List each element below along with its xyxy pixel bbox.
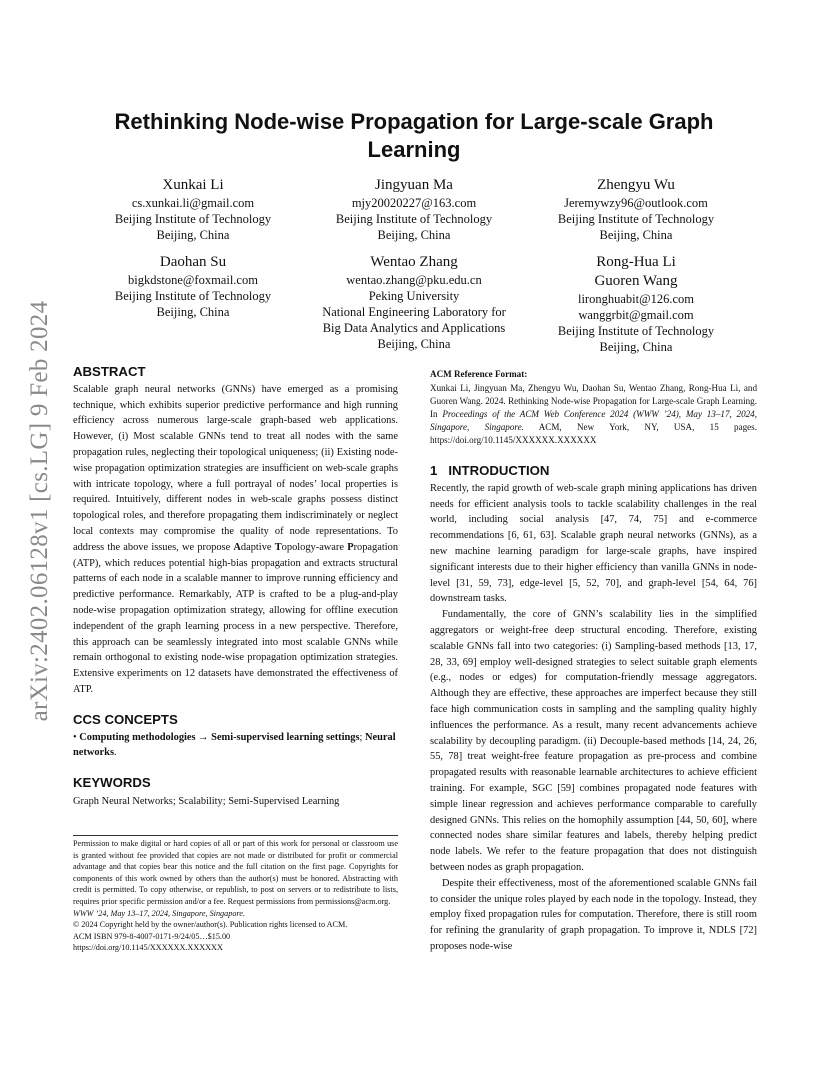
author-location: Beijing, China — [377, 228, 451, 242]
ccs-item-2: Neural networks — [73, 731, 396, 759]
section-number: 1 — [430, 463, 438, 478]
footnote-divider — [73, 835, 398, 836]
paper-title: Rethinking Node-wise Propagation for Large-scale Graph Learning — [114, 109, 714, 162]
author-affiliation-line-3: Big Data Analytics and Applications — [322, 321, 506, 335]
author-email: cs.xunkai.li@gmail.com — [131, 196, 255, 210]
doi-line: https://doi.org/10.1145/XXXXXX.XXXXXX — [73, 943, 223, 953]
ccs-end: . — [113, 747, 117, 759]
author-name: Jingyuan Ma — [375, 177, 453, 193]
author-email: bigkdstone@foxmail.com — [128, 273, 258, 287]
atp-letter-t: T — [274, 541, 282, 553]
atp-word-topology: opology-aware — [281, 541, 348, 553]
author-name: Zhengyu Wu — [597, 177, 675, 193]
author-block-1 — [78, 176, 308, 243]
author-email: mjy20020227@163.com — [351, 196, 477, 210]
right-column — [430, 368, 757, 955]
permission-text: Permission to make digital or hard copies of all or part of this work for personal or classroom use is granted without fee provided that copies are not made or distributed for profit or commercial advantage and that copies bear this notice and the full citation on the first page. Copyrights for components of this work owned by others than the author(s) must be honored. Abstracting with credit is permitted. To copy otherwise, or republish, to post on servers or to redistribute to lists, requires prior specific permission and/or a fee. Request permissions from permissions@acm.org. — [73, 839, 398, 906]
author-affiliation: Beijing Institute of Technology — [557, 212, 715, 226]
introduction-heading — [430, 463, 757, 479]
author-block-6 — [521, 253, 751, 355]
abstract-heading: ABSTRACT — [73, 364, 146, 379]
atp-word-adaptive: daptive — [240, 541, 275, 553]
section-title: INTRODUCTION — [448, 463, 550, 478]
bullet: • — [73, 731, 77, 743]
author-block-2 — [299, 176, 529, 243]
author-affiliation: Beijing Institute of Technology — [557, 324, 715, 338]
intro-paragraph-3: Despite their effectiveness, most of the aforementioned scalable GNNs fail to consider the unique roles played by each node in the topology. Instead, they employ fixed propagation rules for computation. Therefore, there is still room for refining the granularity of graph propagation. To improve it, NDLS [72] proposes node-wise — [430, 877, 757, 952]
venue-line: WWW ’24, May 13–17, 2024, Singapore, Singapore. — [73, 908, 245, 918]
author-block-5 — [299, 253, 529, 352]
author-location: Beijing, China — [377, 337, 451, 351]
ccs-item-1: Computing methodologies → Semi-supervised learning settings — [79, 731, 360, 743]
author-affiliation: Beijing Institute of Technology — [114, 212, 272, 226]
arxiv-identifier: arXiv:2402.06128v1 [cs.LG] 9 Feb 2024 — [26, 300, 53, 722]
ccs-separator: ; — [359, 731, 366, 743]
isbn-line: ACM ISBN 979-8-4007-0171-9/24/05…$15.00 — [73, 931, 231, 941]
author-location: Beijing, China — [599, 340, 673, 354]
ccs-concepts — [73, 730, 398, 762]
left-column — [73, 364, 398, 810]
ccs-heading: CCS CONCEPTS — [73, 711, 178, 727]
author-block-4 — [78, 253, 308, 320]
author-location: Beijing, China — [156, 305, 230, 319]
copyright-line: © 2024 Copyright held by the owner/author(s). Publication rights licensed to ACM. — [73, 920, 348, 930]
acm-reference-proceedings: Proceedings of the ACM Web Conference 2024 (WWW ’24), May 13–17, 2024, Singapore, Singapore. — [430, 409, 757, 432]
atp-letter-p: P — [347, 541, 354, 553]
author-name-2: Guoren Wang — [594, 273, 678, 289]
arxiv-sidebar-stamp — [10, 296, 70, 726]
abstract-text-part-1: Scalable graph neural networks (GNNs) have emerged as a promising technique, which exhibits superior predictive performance and high running efficiency across numerous large-scale graph-based web applications. However, (i) Most scalable GNNs tend to treat all nodes with the same propagation rules, neglecting their topological uniqueness; (ii) Existing node-wise propagation optimization strategies are insufficient on web-scale graphs with intricate topology, where a full portrayal of nodes’ local properties is required. Intuitively, different nodes in web-scale graphs possess distinct topological roles, and therefore propagating them indiscriminately or neglect local contexts may compromise the quality of node representations. To address the above issues, we propose — [73, 383, 398, 553]
author-name: Xunkai Li — [162, 177, 224, 193]
author-block-3 — [521, 176, 751, 243]
acm-reference-post: ACM, New York, NY, USA, 15 pages. https://doi.org/10.1145/XXXXXX.XXXXXX — [430, 422, 757, 445]
acm-reference-text — [430, 382, 757, 447]
author-email: Jeremywzy96@outlook.com — [564, 196, 708, 210]
atp-word-propagation: ropagation — [353, 541, 399, 553]
author-affiliation: Beijing Institute of Technology — [114, 289, 272, 303]
intro-paragraph-2: Fundamentally, the core of GNN’s scalability lies in the simplified aggregators or weight-free deep structural encoding. Therefore, existing scalable GNNs fall into two categories: (i) Sampling-based methods [13, 17, 28, 33, 69] employ well-designed strategies to select suitable graph elements (e.g., nodes or edges) for computation-friendly message aggregators. Although they are effective, these approaches are imperfect because they still face high communication costs in sampling and the sampling quality highly influences the performance. As a result, many recent advancements achieve scalability by decoupling paradigm. (ii) Decouple-based methods [14, 24, 26, 55, 78] treat weight-free feature propagation as pre-process and combine propagated results with reasonable learnable architectures to achieve efficient training. For example, SGC [59] combines propagated node features with simple linear regression and achieves performance comparable to carefully designed GNNs. This relies on the homophily assumption [44, 50, 60], where connected nodes share similar features and labels, thereby helping predict node labels. We refer to the feature propagation that does not distinguish between nodes as graph propagation. — [430, 609, 757, 873]
atp-letter-a: A — [233, 541, 241, 553]
author-email-2: wanggrbit@gmail.com — [578, 308, 694, 322]
abstract-text — [73, 382, 398, 698]
author-name: Wentao Zhang — [370, 254, 458, 270]
author-email: wentao.zhang@pku.edu.cn — [346, 273, 482, 287]
permission-block — [73, 838, 398, 954]
acm-reference-heading: ACM Reference Format: — [430, 369, 528, 379]
acm-reference-pre: Xunkai Li, Jingyuan Ma, Zhengyu Wu, Daohan Su, Wentao Zhang, Rong-Hua Li, and Guoren Wang. 2024. Rethinking Node-wise Propagation for Large-scale Graph Learning. In — [430, 383, 757, 419]
keywords-text: Graph Neural Networks; Scalability; Semi-Supervised Learning — [73, 795, 340, 807]
author-location: Beijing, China — [156, 228, 230, 242]
author-name: Rong-Hua Li — [596, 254, 676, 270]
intro-paragraph-1: Recently, the rapid growth of web-scale graph mining applications has driven needs for efficient analysis tools to tackle scalability challenges in the real world, including social analysis [47, 74, 75] and e-commerce recommendations [6, 61, 63]. Scalable graph neural networks (GNNs), as a new machine learning paradigm for large-scale graphs, have inspired significant interests due to their higher efficiency than vanilla GNNs in node-level [31, 59, 73], edge-level [5, 52, 70], and graph-level [54, 64, 76] downstream tasks. — [430, 482, 757, 605]
keywords-heading: KEYWORDS — [73, 775, 151, 791]
author-affiliation: Peking University — [368, 289, 460, 303]
abstract-text-part-2: (ATP), which reduces potential high-bias propagation and extracts structural patterns of each node in a scalable manner to improve running efficiency and predictive performance. Remarkably, ATP is crafted to be a plug-and-play node-wise propagation optimization strategy, allowing for offline execution independent of the graph learning process in a new perspective. Therefore, this approach can be seamlessly integrated into most scalable GNNs while remain orthogonal to existing node-wise propagation optimization strategies. Extensive experiments on 12 datasets have demonstrated the effectiveness of ATP. — [73, 557, 398, 695]
author-affiliation: Beijing Institute of Technology — [335, 212, 493, 226]
author-name: Daohan Su — [159, 254, 227, 270]
author-email: lironghuabit@126.com — [577, 292, 694, 306]
author-affiliation-line-2: National Engineering Laboratory for — [322, 305, 506, 319]
author-location: Beijing, China — [599, 228, 673, 242]
